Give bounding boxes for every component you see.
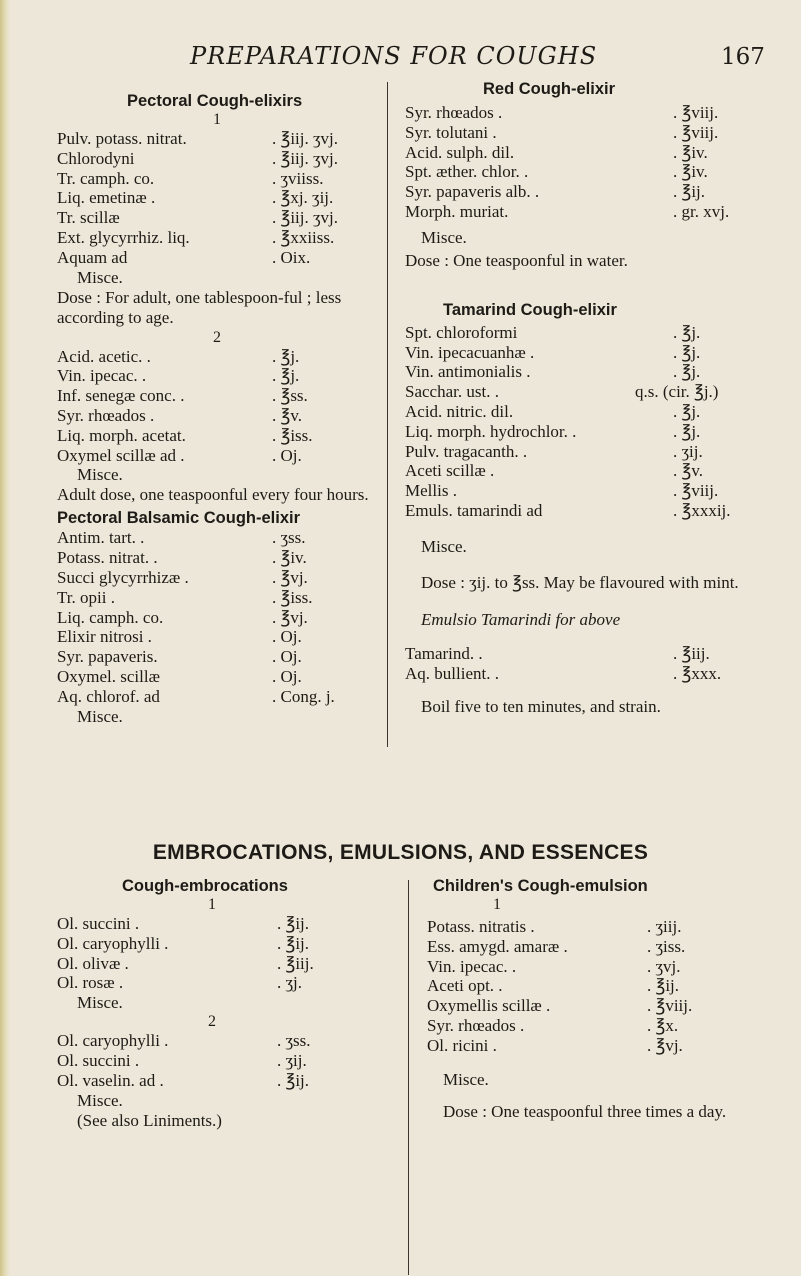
dose-text: Dose : One teaspoonful three times a day. <box>443 1101 727 1121</box>
ingredient-qty: . ʒss. <box>277 1031 311 1051</box>
ingredient-qty: . ʒviiss. <box>272 168 324 188</box>
ingredient-name: Liq. camph. co. <box>57 607 164 627</box>
ingredient-row <box>57 366 377 386</box>
ingredient-row <box>405 123 753 143</box>
ingredient-name: Pulv. potass. nitrat. <box>57 129 187 148</box>
ingredient-row <box>57 954 357 974</box>
ingredient-row <box>57 568 377 588</box>
ingredient-row <box>57 169 377 189</box>
ingredient-name: Aceti scillæ . <box>405 461 495 481</box>
ingredient-name: Potass. nitrat. . <box>57 548 158 568</box>
pectoral-recipe-1 <box>57 129 377 328</box>
ingredient-name: Antim. tart. . <box>57 528 145 548</box>
ingredient-name: Aq. chlorof. ad <box>57 686 160 706</box>
ingredient-name: Liq. morph. hydrochlor. . <box>405 421 577 441</box>
ingredient-qty: . ℥xxx. <box>673 663 722 683</box>
misce: Misce. <box>421 536 467 556</box>
ingredient-qty: . ℥xxxij. <box>673 500 731 520</box>
misce: Misce. <box>443 1069 489 1089</box>
ingredient-row <box>405 343 753 363</box>
ingredient-name: Vin. ipecacuanhæ . <box>405 342 535 362</box>
ingredient-qty: . Oj. <box>272 666 302 686</box>
ingredient-name: Tr. scillæ <box>57 208 120 228</box>
ingredient-row <box>405 202 753 222</box>
ingredient-name: Syr. rhœados . <box>405 103 503 122</box>
ingredient-name: Ol. ricini . <box>427 1035 497 1055</box>
ingredient-name: Syr. rhœados . <box>427 1015 525 1035</box>
ingredient-row <box>57 973 357 993</box>
ingredient-row <box>57 1071 357 1091</box>
ingredient-qty: . ʒss. <box>272 528 306 548</box>
ingredient-qty: . ℥viij. <box>647 996 693 1016</box>
ingredient-name: Succi glycyrrhizæ . <box>57 567 189 587</box>
ingredient-name: Acid. acetic. . <box>57 346 151 366</box>
ingredient-name: Ess. amygd. amaræ . <box>427 936 568 956</box>
pectoral-title: Pectoral Cough-elixirs <box>127 92 303 110</box>
misce: Misce. <box>421 227 467 247</box>
dose-text: Dose : One teaspoonful in water. <box>405 250 628 270</box>
ingredient-qty: . ʒvj. <box>647 956 681 976</box>
ingredient-row <box>405 362 753 382</box>
left-top-column <box>57 92 377 727</box>
ingredient-qty: . ℥j. <box>673 401 701 421</box>
ingredient-qty: . ℥iij. ʒvj. <box>272 129 339 148</box>
ingredient-row <box>427 937 767 957</box>
recipe-number: 1 <box>208 896 216 913</box>
dose-text: Adult dose, one teaspoonful every four hours. <box>57 485 369 505</box>
ingredient-qty: . ℥j. <box>673 342 701 362</box>
ingredient-row <box>57 1031 357 1051</box>
ingredient-row <box>427 1036 767 1056</box>
column-rule-bottom <box>408 880 409 1275</box>
ingredient-row <box>405 442 753 462</box>
right-bottom-column <box>427 877 767 1122</box>
ingredient-qty: . ℥iij. ʒvj. <box>272 148 339 168</box>
ingredient-qty: . ʒiss. <box>647 936 686 956</box>
ingredient-row <box>405 323 753 343</box>
ingredient-row <box>405 644 753 664</box>
ingredient-row <box>57 687 377 707</box>
ingredient-name: Sacchar. ust. . <box>405 382 499 402</box>
ingredient-name: Mellis . <box>405 481 457 501</box>
ingredient-row <box>57 667 377 687</box>
ingredient-qty: . ℥j. <box>673 322 701 342</box>
ingredient-row <box>405 461 753 481</box>
ingredient-qty: . ℥vj. <box>272 607 308 627</box>
ingredient-qty: . ℥viij. <box>673 103 719 122</box>
ingredient-qty: q.s. (cir. ℥j.) <box>635 382 719 402</box>
ingredient-row <box>405 664 753 684</box>
ingredient-row <box>57 386 377 406</box>
ingredient-name: Oxymellis scillæ . <box>427 996 551 1016</box>
ingredient-qty: . gr. xvj. <box>673 201 730 221</box>
ingredient-name: Aq. bullient. . <box>405 663 499 683</box>
ingredient-name: Vin. ipecac. . <box>57 366 147 386</box>
ingredient-name: Syr. tolutani . <box>405 122 497 142</box>
ingredient-row <box>57 548 377 568</box>
ingredient-qty: . ℥j. <box>272 346 300 366</box>
childrens-emulsion-title: Children's Cough-emulsion <box>433 877 648 895</box>
ingredient-qty: . ℥v. <box>673 461 703 481</box>
ingredient-qty: . ℥iv. <box>673 142 708 162</box>
ingredient-row <box>405 143 753 163</box>
ingredient-qty: . ℥x. <box>647 1015 679 1035</box>
pectoral-recipe-2 <box>57 347 377 506</box>
ingredient-row <box>427 996 767 1016</box>
ingredient-name: Spt. chloroformi <box>405 322 518 342</box>
ingredient-name: Morph. muriat. <box>405 201 509 221</box>
ingredient-name: Ol. caryophylli . <box>57 1031 169 1051</box>
ingredient-qty: . ℥iv. <box>272 548 307 568</box>
recipe-number: 2 <box>208 1013 216 1031</box>
ingredient-name: Inf. senegæ conc. . <box>57 386 185 406</box>
emulsio-title: Emulsio Tamarindi for above <box>421 609 621 629</box>
ingredient-name: Potass. nitratis . <box>427 917 535 936</box>
boil-text: Boil five to ten minutes, and strain. <box>421 697 661 717</box>
ingredient-name: Ol. olivæ . <box>57 953 129 973</box>
section-title: EMBROCATIONS, EMULSIONS, AND ESSENCES <box>152 841 649 864</box>
red-elixir-recipe <box>405 103 753 271</box>
ingredient-qty: . Oj. <box>272 647 302 667</box>
ingredient-row <box>427 976 767 996</box>
embrocations-title: Cough-embrocations <box>122 877 288 895</box>
ingredient-name: Liq. emetinæ . <box>57 188 156 208</box>
ingredient-name: Elixir nitrosi . <box>57 627 152 647</box>
ingredient-row <box>57 208 377 228</box>
recipe-number: 1 <box>493 896 501 913</box>
ingredient-qty: . ℥iv. <box>673 162 708 182</box>
ingredient-qty: . Oj. <box>272 445 302 465</box>
red-elixir-title: Red Cough-elixir <box>483 80 616 98</box>
ingredient-name: Ol. vaselin. ad . <box>57 1070 164 1090</box>
ingredient-qty: . ℥viij. <box>673 122 719 142</box>
ingredient-qty: . ℥iij. ʒvj. <box>272 208 339 228</box>
ingredient-row <box>405 481 753 501</box>
ingredient-qty: . ʒij. <box>277 1050 307 1070</box>
ingredient-row <box>405 422 753 442</box>
ingredient-name: Syr. papaveris. <box>57 647 158 667</box>
misce: Misce. <box>77 706 123 726</box>
ingredient-name: Oxymel scillæ ad . <box>57 445 185 465</box>
ingredient-row <box>405 501 753 521</box>
ingredient-qty: . ℥ij. <box>277 914 310 933</box>
ingredient-row <box>57 608 377 628</box>
ingredient-row <box>405 182 753 202</box>
emulsio-recipe <box>405 644 753 684</box>
ingredient-name: Tr. camph. co. <box>57 168 155 188</box>
ingredient-row <box>405 103 753 123</box>
ingredient-row <box>57 934 357 954</box>
right-top-column <box>405 80 753 717</box>
ingredient-row <box>57 228 377 248</box>
ingredient-name: Acid. sulph. dil. <box>405 142 515 162</box>
ingredient-row <box>57 347 377 367</box>
ingredient-qty: . ℥viij. <box>673 481 719 501</box>
embrocation-recipe-2 <box>57 1031 357 1130</box>
ingredient-qty: . ℥iss. <box>272 425 313 445</box>
ingredient-qty: . ℥iij. <box>277 953 314 973</box>
dose-text: Dose : ʒij. to ℥ss. May be flavoured with mint. <box>421 572 739 592</box>
recipe-number: 1 <box>213 111 221 128</box>
ingredient-qty: . ℥ij. <box>277 933 310 953</box>
balsamic-recipe <box>57 528 377 726</box>
ingredient-qty: . ℥j. <box>272 366 300 386</box>
ingredient-row <box>427 917 767 937</box>
ingredient-row <box>57 1051 357 1071</box>
ingredient-row <box>57 446 377 466</box>
ingredient-qty: . ℥vj. <box>647 1035 683 1055</box>
column-rule-top <box>387 82 388 747</box>
misce: Misce. <box>77 465 123 485</box>
ingredient-name: Chlorodyni <box>57 148 135 168</box>
tamarind-recipe <box>405 323 753 718</box>
ingredient-qty: . ℥ij. <box>673 182 706 202</box>
ingredient-name: Liq. morph. acetat. <box>57 425 186 445</box>
ingredient-row <box>57 914 357 934</box>
ingredient-qty: . Cong. j. <box>272 686 335 706</box>
ingredient-name: Emuls. tamarindi ad <box>405 500 543 520</box>
left-bottom-column <box>57 877 357 1131</box>
ingredient-name: Oxymel. scillæ <box>57 666 160 686</box>
ingredient-row <box>405 382 753 402</box>
ingredient-row <box>57 647 377 667</box>
ingredient-qty: . ʒij. <box>673 441 703 461</box>
ingredient-row <box>57 588 377 608</box>
ingredient-name: Tamarind. . <box>405 643 483 663</box>
dose-text: Dose : For adult, one tablespoon-ful ; less according to age. <box>57 287 342 327</box>
ingredient-row <box>57 149 377 169</box>
ingredient-name: Pulv. tragacanth. . <box>405 441 528 461</box>
ingredient-qty: . ℥j. <box>673 362 701 382</box>
ingredient-row <box>405 402 753 422</box>
running-head: PREPARATIONS FOR COUGHS <box>190 42 598 70</box>
ingredient-qty: . ℥vj. <box>272 567 308 587</box>
ingredient-qty: . ℥iij. <box>673 643 710 663</box>
ingredient-row <box>57 129 377 149</box>
ingredient-row <box>57 188 377 208</box>
balsamic-title: Pectoral Balsamic Cough-elixir <box>57 509 300 528</box>
ingredient-qty: . ℥j. <box>673 421 701 441</box>
ingredient-name: Aquam ad <box>57 247 128 267</box>
ingredient-name: Tr. opii . <box>57 587 115 607</box>
ingredient-name: Acid. nitric. dil. <box>405 401 514 421</box>
ingredient-name: Ol. rosæ . <box>57 973 124 993</box>
ingredient-qty: . ℥ij. <box>277 1070 310 1090</box>
see-also: (See also Liniments.) <box>77 1110 222 1130</box>
ingredient-name: Ol. caryophylli . <box>57 933 169 953</box>
ingredient-qty: . ℥ss. <box>272 386 308 406</box>
misce: Misce. <box>77 1090 123 1110</box>
ingredient-name: Aceti opt. . <box>427 976 503 996</box>
tamarind-title: Tamarind Cough-elixir <box>443 300 617 319</box>
ingredient-qty: . ℥iss. <box>272 587 313 607</box>
ingredient-qty: . Oj. <box>272 627 302 647</box>
ingredient-row <box>57 406 377 426</box>
misce: Misce. <box>77 267 123 287</box>
ingredient-name: Spt. æther. chlor. . <box>405 162 529 182</box>
ingredient-row <box>57 627 377 647</box>
ingredient-qty: . ℥xxiiss. <box>272 227 335 247</box>
embrocation-recipe-1 <box>57 914 357 1013</box>
ingredient-qty: . ℥v. <box>272 405 302 425</box>
ingredient-name: Ol. succini . <box>57 1050 140 1070</box>
ingredient-qty: . ℥xj. ʒij. <box>272 188 334 208</box>
page-edge <box>0 0 10 1276</box>
ingredient-qty: . ℥ij. <box>647 976 680 996</box>
ingredient-row <box>405 162 753 182</box>
ingredient-name: Syr. rhœados . <box>57 405 155 425</box>
ingredient-qty: . Oix. <box>272 247 311 267</box>
ingredient-name: Ol. succini . <box>57 914 140 933</box>
ingredient-name: Ext. glycyrrhiz. liq. <box>57 227 190 247</box>
ingredient-row <box>427 1016 767 1036</box>
ingredient-qty: . ʒiij. <box>647 917 682 936</box>
childrens-emulsion-recipe <box>427 917 767 1122</box>
ingredient-row <box>57 248 377 268</box>
ingredient-name: Syr. papaveris alb. . <box>405 182 540 202</box>
ingredient-name: Vin. ipecac. . <box>427 956 517 976</box>
ingredient-qty: . ʒj. <box>277 973 303 993</box>
ingredient-name: Vin. antimonialis . <box>405 362 531 382</box>
ingredient-row <box>57 426 377 446</box>
recipe-number: 2 <box>213 328 221 346</box>
ingredient-row <box>427 957 767 977</box>
ingredient-row <box>57 528 377 548</box>
misce: Misce. <box>77 993 123 1013</box>
page-number: 167 <box>721 44 765 70</box>
